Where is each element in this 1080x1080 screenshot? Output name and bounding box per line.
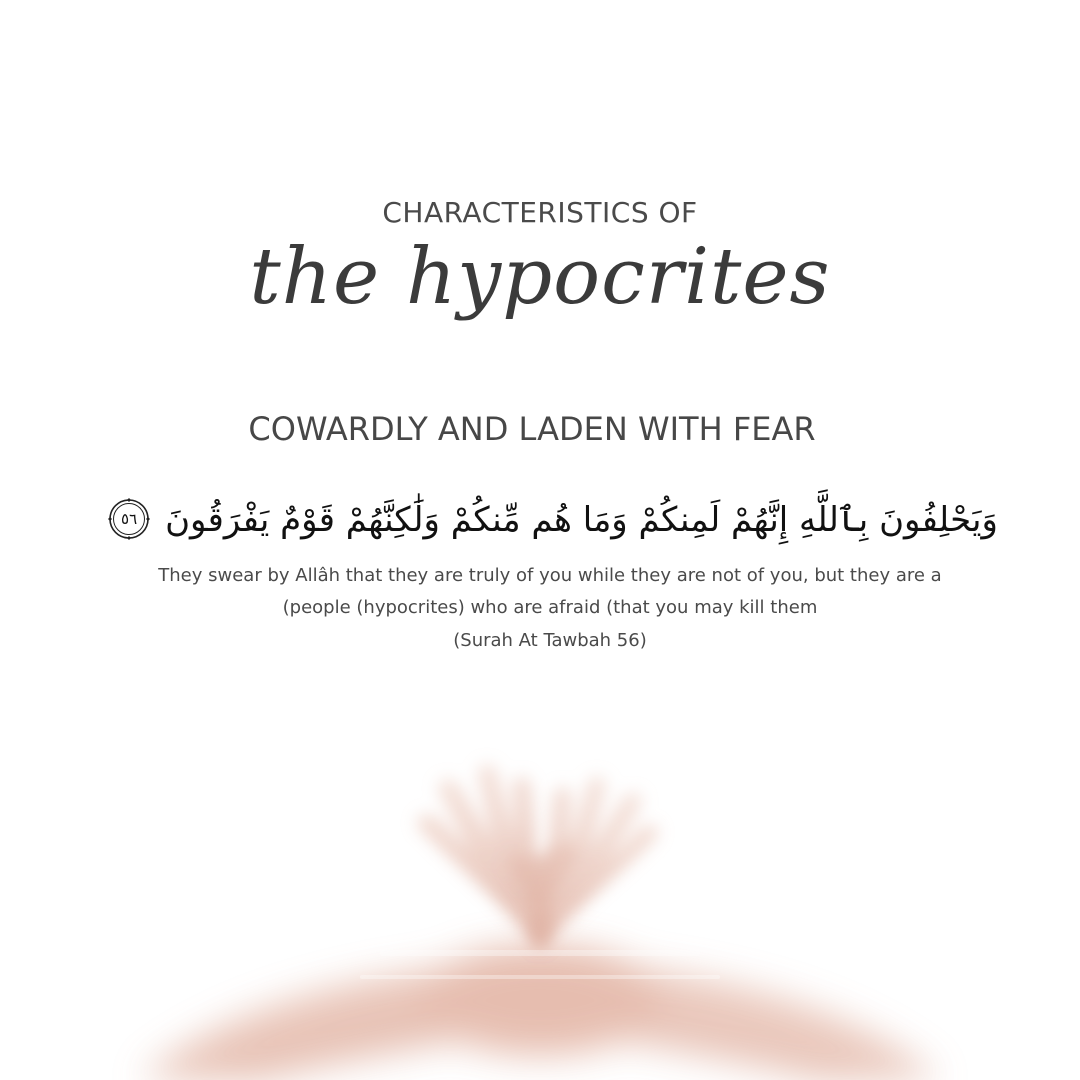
arabic-verse: وَيَحْلِفُونَ بِٱللَّهِ إِنَّهُمْ لَمِنكُمْ وَمَا هُم مِّنكُمْ وَلَٰكِنَّهُمْ قَوْمٌ يَفْرَقُونَ xyxy=(165,499,998,540)
ayah-number: ٥٦ xyxy=(121,510,138,528)
translation-line-2: (people (hypocrites) who are afraid (that you may kill them xyxy=(282,597,818,618)
translation-line-1: They swear by Allâh that they are truly of you while they are not of you, but they are a xyxy=(158,565,942,586)
kicker-text: CHARACTERISTICS OF xyxy=(382,196,698,229)
script-title: the hypocrites xyxy=(249,232,831,322)
section-heading: COWARDLY AND LADEN WITH FEAR xyxy=(248,410,816,448)
verse-row xyxy=(121,486,998,552)
ayah-marker-icon xyxy=(107,497,151,541)
crossed-hands-icon xyxy=(0,700,1080,1080)
verse-reference: (Surah At Tawbah 56) xyxy=(453,630,647,651)
